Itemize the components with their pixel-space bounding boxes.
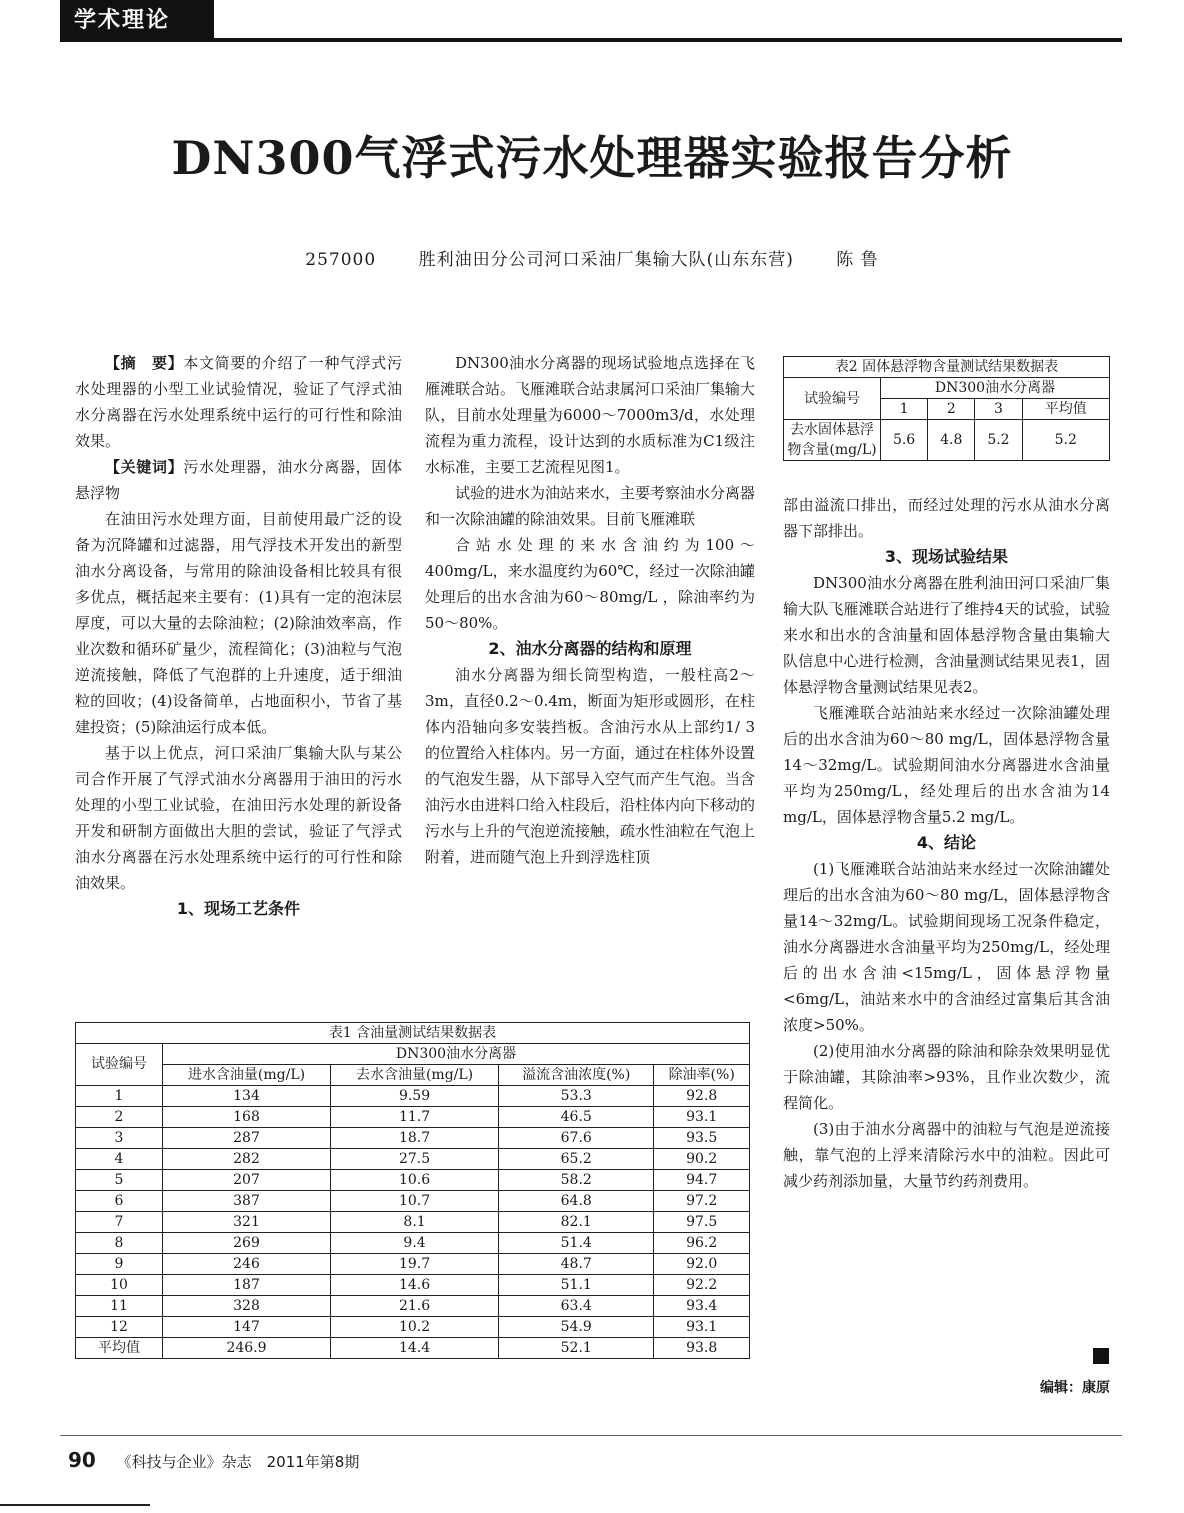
table-1-caption: 表1 含油量测试结果数据表 bbox=[76, 1023, 750, 1044]
table-row bbox=[76, 1107, 750, 1128]
table-1-cell: 14.4 bbox=[331, 1338, 499, 1359]
table-1-cell: 282 bbox=[163, 1149, 331, 1170]
table-1-cell: 6 bbox=[76, 1191, 163, 1212]
conclusion-3: (3)由于油水分离器中的油粒与气泡是逆流接触，靠气泡的上浮来清除污水中的油粒。因此可减少药剂添加量，大量节约药剂费用。 bbox=[783, 1120, 1110, 1190]
table-1-cell: 82.1 bbox=[499, 1212, 654, 1233]
paragraph: 部由溢流口排出，而经过处理的污水从油水分离器下部排出。 bbox=[783, 496, 1110, 540]
table-1-cell: 27.5 bbox=[331, 1149, 499, 1170]
table-1-cell: 187 bbox=[163, 1275, 331, 1296]
table-1-cell: 328 bbox=[163, 1296, 331, 1317]
keywords-text: 污水处理器，油水分离器，固体悬浮物 bbox=[75, 458, 402, 502]
page-number: 90 bbox=[68, 1448, 96, 1472]
journal-info: 《科技与企业》杂志 2011年第8期 bbox=[116, 1453, 360, 1471]
table-1-cell: 321 bbox=[163, 1212, 331, 1233]
table-1-cell: 246.9 bbox=[163, 1338, 331, 1359]
table-1-cell: 9.4 bbox=[331, 1233, 499, 1254]
table-1-cell: 10.7 bbox=[331, 1191, 499, 1212]
table-1-cell: 10 bbox=[76, 1275, 163, 1296]
table-1-cell: 51.1 bbox=[499, 1275, 654, 1296]
table-1-cell: 21.6 bbox=[331, 1296, 499, 1317]
table-1-cell: 46.5 bbox=[499, 1107, 654, 1128]
paragraph: 飞雁滩联合站油站来水经过一次除油罐处理后的出水含油为60～80 mg/L，固体悬浮物含量14～32mg/L。试验期间油水分离器进水含油量平均为250mg/L，经处理后的出水含油为14 mg/L，固体悬浮物含量5.2 mg/L。 bbox=[783, 704, 1110, 826]
table-1-row-header: 试验编号 bbox=[76, 1044, 163, 1086]
section-heading-2: 2、油水分离器的结构和原理 bbox=[488, 639, 692, 658]
table-row bbox=[76, 1275, 750, 1296]
table-2-cell: 4.8 bbox=[928, 420, 975, 461]
table-1-cell: 11 bbox=[76, 1296, 163, 1317]
table-1-cell: 51.4 bbox=[499, 1233, 654, 1254]
table-1-cell: 207 bbox=[163, 1170, 331, 1191]
table-1-cell: 93.4 bbox=[654, 1296, 750, 1317]
corner-rule bbox=[0, 1504, 150, 1506]
table-2-row-header: 试验编号 bbox=[784, 378, 881, 420]
table-1-cell: 67.6 bbox=[499, 1128, 654, 1149]
paragraph: 合站水处理的来水含油约为100～400mg/L，来水温度约为60℃，经过一次除油罐处理后的出水含油为60～80mg/L ，除油率约为50～80%。 bbox=[425, 536, 755, 632]
table-1-cell: 90.2 bbox=[654, 1149, 750, 1170]
table-1-cell: 12 bbox=[76, 1317, 163, 1338]
keywords bbox=[75, 454, 402, 506]
table-1-cell: 14.6 bbox=[331, 1275, 499, 1296]
table-1-cell: 65.2 bbox=[499, 1149, 654, 1170]
table-1-cell: 168 bbox=[163, 1107, 331, 1128]
table-row bbox=[76, 1170, 750, 1191]
paragraph: 在油田污水处理方面，目前使用最广泛的设备为沉降罐和过滤器，用气浮技术开发出的新型油水分离设备，与常用的除油设备相比较具有很多优点，概括起来主要有：(1)具有一定的泡沫层厚度，可以大量的去除油粒；(2)除油效率高，作业次数和循环矿量少，流程简化；(3)油粒与气泡逆流接触，降低了气泡群的上升速度，适于细油粒的回收；(4)设备简单，占地面积小，节省了基建投资；(5)除油运行成本低。 bbox=[75, 510, 402, 736]
table-1-cell: 147 bbox=[163, 1317, 331, 1338]
abstract-label: 【摘 要】 bbox=[105, 354, 184, 372]
conclusion-1: (1)飞雁滩联合站油站来水经过一次除油罐处理后的出水含油为60～80 mg/L，固体悬浮物含量14～32mg/L。试验期间现场工况条件稳定，油水分离器进水含油量平均为250mg/L，经处理后的出水含油<15mg/L，固体悬浮物量<6mg/L，油站来水中的含油经过富集后其含油浓度>50%。 bbox=[783, 860, 1110, 1034]
footer bbox=[68, 1448, 359, 1472]
table-row bbox=[76, 1317, 750, 1338]
affiliation: 胜利油田分公司河口采油厂集输大队(山东东营) bbox=[418, 250, 794, 270]
table-1-cell: 93.5 bbox=[654, 1128, 750, 1149]
table-row bbox=[76, 1296, 750, 1317]
header-rule bbox=[60, 38, 1122, 42]
article-title: DN300气浮式污水处理器实验报告分析 bbox=[171, 131, 1013, 185]
table-row bbox=[76, 1254, 750, 1275]
table-2-col-header: 3 bbox=[975, 399, 1022, 420]
table-row bbox=[76, 1086, 750, 1107]
table-1-cell: 7 bbox=[76, 1212, 163, 1233]
paragraph: DN300油水分离器的现场试验地点选择在飞雁滩联合站。飞雁滩联合站隶属河口采油厂集输大队，目前水处理量为6000～7000m3/d，水处理流程为重力流程，设计达到的水质标准为C1级注水标准，主要工艺流程见图1。 bbox=[425, 354, 756, 476]
table-1-group-header: DN300油水分离器 bbox=[163, 1044, 750, 1065]
table-2-group-header: DN300油水分离器 bbox=[881, 378, 1110, 399]
table-1-cell: 96.2 bbox=[654, 1233, 750, 1254]
table-1-cell: 2 bbox=[76, 1107, 163, 1128]
table-1-cell: 8.1 bbox=[331, 1212, 499, 1233]
table-1-cell: 287 bbox=[163, 1128, 331, 1149]
table-1-cell: 54.9 bbox=[499, 1317, 654, 1338]
table-1-cell: 246 bbox=[163, 1254, 331, 1275]
table-1-cell: 92.2 bbox=[654, 1275, 750, 1296]
byline bbox=[0, 245, 1184, 270]
table-row bbox=[76, 1149, 750, 1170]
table-2-cell: 5.2 bbox=[1022, 420, 1109, 461]
table-2 bbox=[783, 356, 1110, 461]
table-1-cell: 18.7 bbox=[331, 1128, 499, 1149]
table-1-col-header: 溢流含油浓度(%) bbox=[499, 1065, 654, 1086]
table-1-col-header: 进水含油量(mg/L) bbox=[163, 1065, 331, 1086]
paragraph: 油水分离器为细长筒型构造，一般柱高2～3m，直径0.2～0.4m，断面为矩形或圆形，在柱体内沿轴向多安装挡板。含油污水从上部约1/ 3 的位置给入柱体内。另一方面，通过在柱体外设置的气泡发生器，从下部导入空气而产生气泡。当含油污水由进料口给入柱段后，沿柱体内向下移动的污水与上升的气泡逆流接触，疏水性油粒在气泡上附着，进而随气泡上升到浮选柱顶 bbox=[425, 666, 756, 866]
table-2-col-header: 2 bbox=[928, 399, 975, 420]
table-row bbox=[76, 1191, 750, 1212]
abstract bbox=[75, 350, 402, 454]
section-heading-3: 3、现场试验结果 bbox=[884, 547, 1009, 566]
abstract-text: 本文简要的介绍了一种气浮式污水处理器的小型工业试验情况，验证了气浮式油水分离器在污水处理系统中运行的可行性和除油效果。 bbox=[75, 354, 402, 450]
table-1-cell: 10.2 bbox=[331, 1317, 499, 1338]
table-row bbox=[76, 1338, 750, 1359]
table-1-cell: 8 bbox=[76, 1233, 163, 1254]
table-2-caption: 表2 固体悬浮物含量测试结果数据表 bbox=[784, 357, 1110, 378]
paragraph: DN300油水分离器在胜利油田河口采油厂集输大队飞雁滩联合站进行了维持4天的试验，试验来水和出水的含油量和固体悬浮物含量由集输大队信息中心进行检测，含油量测试结果见表1，固体悬浮物含量测试结果见表2。 bbox=[783, 574, 1110, 696]
paragraph: 试验的进水为油站来水，主要考察油水分离器和一次除油罐的除油效果。目前飞雁滩联 bbox=[425, 484, 756, 528]
table-1-cell: 9.59 bbox=[331, 1086, 499, 1107]
table-1-cell: 269 bbox=[163, 1233, 331, 1254]
table-row bbox=[76, 1128, 750, 1149]
table-1-cell: 58.2 bbox=[499, 1170, 654, 1191]
table-2-col-header: 1 bbox=[881, 399, 928, 420]
table-1-cell: 52.1 bbox=[499, 1338, 654, 1359]
table-1-cell: 134 bbox=[163, 1086, 331, 1107]
table-1-cell: 97.2 bbox=[654, 1191, 750, 1212]
table-1-cell: 97.5 bbox=[654, 1212, 750, 1233]
table-1-cell: 4 bbox=[76, 1149, 163, 1170]
editor-credit: 编辑：康原 bbox=[1040, 1380, 1110, 1396]
table-1-cell: 11.7 bbox=[331, 1107, 499, 1128]
postcode: 257000 bbox=[305, 250, 377, 270]
table-1-col-header: 除油率(%) bbox=[654, 1065, 750, 1086]
table-1-cell: 92.0 bbox=[654, 1254, 750, 1275]
footer-rule bbox=[60, 1435, 1122, 1436]
table-1-cell: 1 bbox=[76, 1086, 163, 1107]
table-1-cell: 93.1 bbox=[654, 1107, 750, 1128]
table-1-cell: 19.7 bbox=[331, 1254, 499, 1275]
column-2 bbox=[425, 350, 755, 870]
section-heading-1: 1、现场工艺条件 bbox=[176, 899, 301, 918]
table-1-cell: 9 bbox=[76, 1254, 163, 1275]
table-1-col-header: 去水含油量(mg/L) bbox=[331, 1065, 499, 1086]
table-2-row-label: 去水固体悬浮物含量(mg/L) bbox=[784, 420, 881, 461]
column-3 bbox=[783, 492, 1110, 1194]
end-mark-icon bbox=[1093, 1348, 1109, 1364]
paragraph: 基于以上优点，河口采油厂集输大队与某公司合作开展了气浮式油水分离器用于油田的污水处理的小型工业试验，在油田污水处理的新设备开发和研制方面做出大胆的尝试，验证了气浮式油水分离器在污水处理系统中运行的可行性和除油效果。 bbox=[75, 744, 402, 892]
table-1-cell: 5 bbox=[76, 1170, 163, 1191]
table-1-cell: 63.4 bbox=[499, 1296, 654, 1317]
table-1-cell: 94.7 bbox=[654, 1170, 750, 1191]
author: 陈 鲁 bbox=[836, 250, 879, 270]
table-1-cell: 93.1 bbox=[654, 1317, 750, 1338]
table-2-cell: 5.6 bbox=[881, 420, 928, 461]
table-1-cell: 平均值 bbox=[76, 1338, 163, 1359]
table-1-cell: 93.8 bbox=[654, 1338, 750, 1359]
table-2-cell: 5.2 bbox=[975, 420, 1022, 461]
table-1 bbox=[75, 1022, 750, 1359]
conclusion-2: (2)使用油水分离器的除油和除杂效果明显优于除油罐，其除油率>93%，且作业次数少，流程简化。 bbox=[783, 1042, 1110, 1112]
table-1-cell: 53.3 bbox=[499, 1086, 654, 1107]
table-row bbox=[76, 1212, 750, 1233]
table-1-cell: 64.8 bbox=[499, 1191, 654, 1212]
section-heading-4: 4、结论 bbox=[916, 833, 977, 852]
table-1-cell: 92.8 bbox=[654, 1086, 750, 1107]
section-tab: 学术理论 bbox=[60, 0, 214, 42]
keywords-label: 【关键词】 bbox=[105, 458, 184, 476]
table-row bbox=[76, 1233, 750, 1254]
table-2-col-header: 平均值 bbox=[1022, 399, 1109, 420]
table-1-cell: 10.6 bbox=[331, 1170, 499, 1191]
table-1-cell: 48.7 bbox=[499, 1254, 654, 1275]
column-1 bbox=[75, 350, 402, 922]
table-1-cell: 387 bbox=[163, 1191, 331, 1212]
table-1-cell: 3 bbox=[76, 1128, 163, 1149]
